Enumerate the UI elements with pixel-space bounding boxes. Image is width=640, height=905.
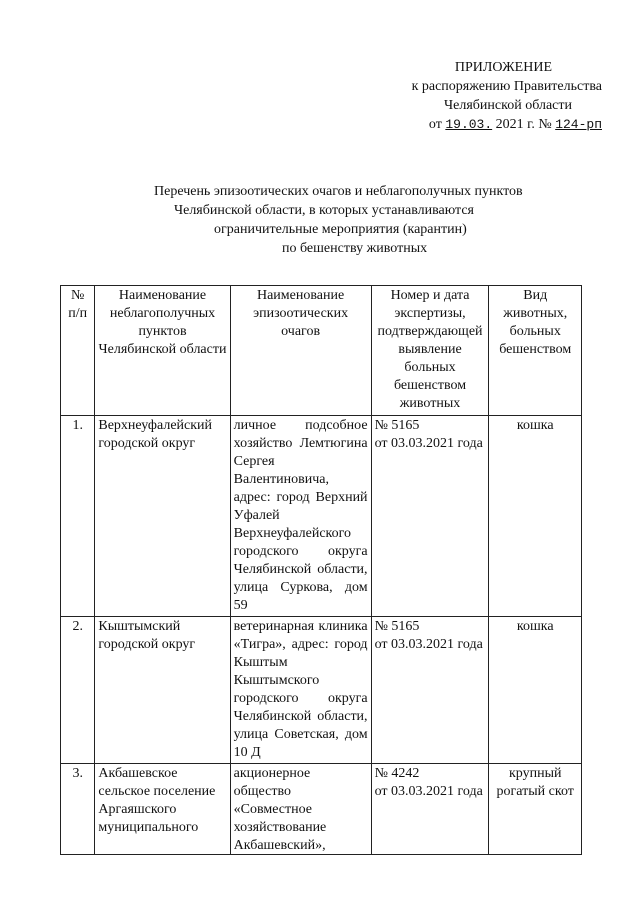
row-focus — [230, 764, 371, 855]
header-number: № п/п — [61, 286, 95, 416]
row-expertise — [371, 617, 489, 764]
heading-line-1: Перечень эпизоотических очагов и неблагополучных пунктов — [154, 184, 523, 199]
foci-table — [60, 285, 582, 855]
row-animal: кошка — [489, 416, 582, 617]
row-focus-text: акционерное общество «Совместное хозяйствование Акбашевский», — [233, 766, 327, 853]
table-header-row — [61, 286, 582, 416]
row-number: 1. — [61, 416, 95, 617]
date-prefix: от — [428, 117, 442, 132]
expertise-date: от 03.03.2021 года — [374, 637, 483, 652]
row-expertise — [371, 416, 489, 617]
header-place: Наименование неблагополучных пунктов Челябинской области — [95, 286, 230, 416]
appendix-line-region: Челябинской области — [444, 98, 572, 113]
expertise-date: от 03.03.2021 года — [374, 784, 483, 799]
document-heading — [60, 182, 600, 258]
row-place — [95, 764, 230, 855]
table-row — [61, 764, 582, 855]
appendix-date-line — [362, 115, 602, 134]
header-animal: Вид животных, больных бешенством — [489, 286, 582, 416]
row-place: Верхнеуфалейский городской округ — [95, 416, 230, 617]
expertise-number: № 5165 — [374, 418, 420, 433]
row-expertise — [371, 764, 489, 855]
header-expertise: Номер и дата экспертизы, подтверждающей выявление больных бешенством животных — [371, 286, 489, 416]
row-animal: крупный рогатый скот — [489, 764, 582, 855]
appendix-line-order: к распоряжению Правительства — [411, 79, 602, 94]
date-value: 19.03. — [445, 117, 493, 132]
appendix-block — [362, 58, 602, 134]
expertise-date: от 03.03.2021 года — [374, 436, 483, 451]
date-year: 2021 г. № — [495, 117, 552, 132]
row-place-text: Акбашевское сельское поселение Аргаяшского муниципального — [98, 766, 216, 835]
heading-line-2: Челябинской области, в которых устанавливаются — [174, 203, 474, 218]
order-number: 124-рп — [555, 117, 602, 132]
row-number: 3. — [61, 764, 95, 855]
heading-line-3: ограничительные мероприятия (карантин) — [214, 222, 467, 237]
heading-line-4: по бешенству животных — [282, 241, 428, 256]
row-number: 2. — [61, 617, 95, 764]
expertise-number: № 5165 — [374, 619, 420, 634]
row-focus: ветеринарная клиника «Тигра», адрес: город Кыштым Кыштымского городского округа Челябинской области, улица Советская, дом 10 Д — [230, 617, 371, 764]
table-row — [61, 416, 582, 617]
appendix-title: ПРИЛОЖЕНИЕ — [454, 60, 552, 75]
row-animal: кошка — [489, 617, 582, 764]
expertise-number: № 4242 — [374, 766, 420, 781]
row-place: Кыштымский городской округ — [95, 617, 230, 764]
header-focus: Наименование эпизоотических очагов — [230, 286, 371, 416]
table-row — [61, 617, 582, 764]
row-focus: личное подсобное хозяйство Лемтюгина Сергея Валентиновича, адрес: город Верхний Уфалей Верхнеуфалейского городского округа Челябинской области, улица Суркова, дом 59 — [230, 416, 371, 617]
